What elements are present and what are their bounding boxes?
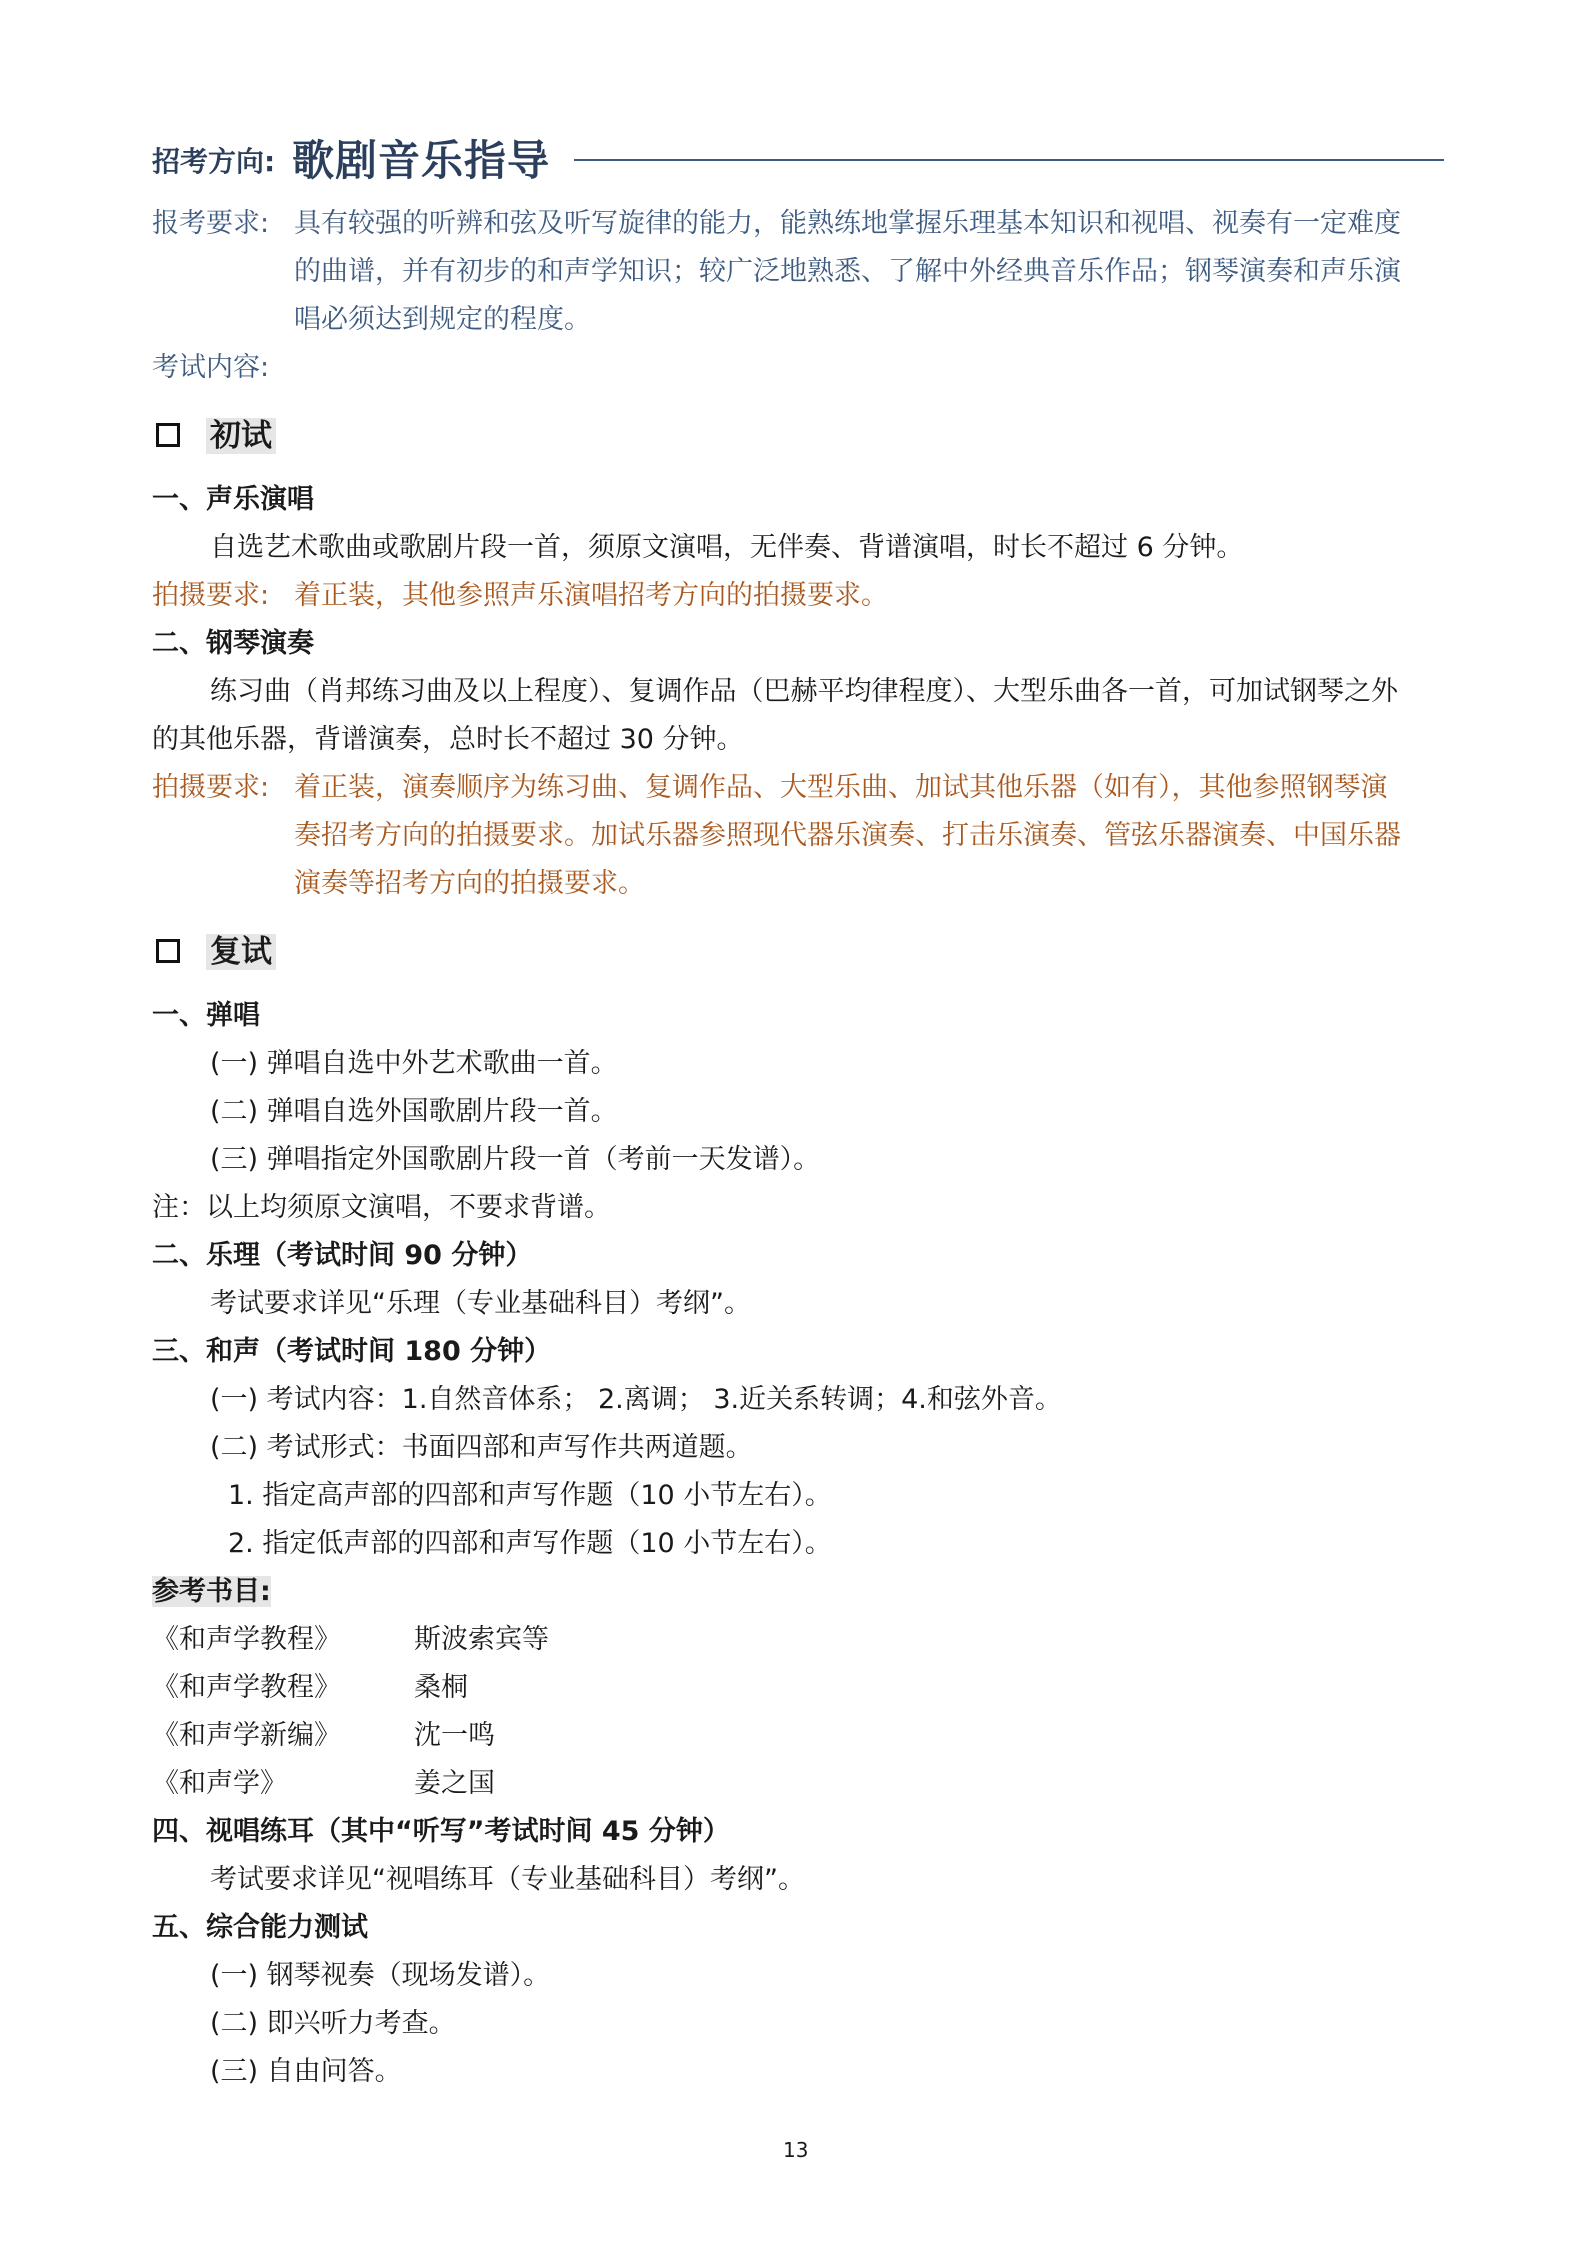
harmony-sub-1: 1. 指定高声部的四部和声写作题（10 小节左右）。 <box>228 1480 832 1511</box>
vocal-photo-text: 着正装，其他参照声乐演唱招考方向的拍摄要求。 <box>294 580 888 611</box>
piano-photo-label: 拍摄要求: <box>152 772 270 803</box>
piano-body-line-2: 的其他乐器，背谱演奏，总时长不超过 30 分钟。 <box>152 724 744 755</box>
ref-title-1: 《和声学教程》 <box>152 1624 341 1655</box>
ref-title-2: 《和声学教程》 <box>152 1672 341 1703</box>
harmony-sub-2: 2. 指定低声部的四部和声写作题（10 小节左右）。 <box>228 1528 832 1559</box>
harmony-heading: 三、和声（考试时间 180 分钟） <box>152 1336 552 1367</box>
vocal-heading: 一、声乐演唱 <box>152 484 314 515</box>
general-item-1: (一) 钢琴视奏（现场发谱）。 <box>210 1960 551 1991</box>
ref-author-2: 桑桐 <box>414 1672 468 1703</box>
general-heading: 五、综合能力测试 <box>152 1912 368 1943</box>
requirements-label: 报考要求: <box>152 208 270 239</box>
sing-heading: 一、弹唱 <box>152 1000 260 1031</box>
section-round2-title: 复试 <box>206 934 276 970</box>
ref-author-3: 沈一鸣 <box>414 1720 495 1751</box>
general-item-3: (三) 自由问答。 <box>210 2056 402 2087</box>
harmony-item-1: (一) 考试内容：1.自然音体系； 2.离调； 3.近关系转调；4.和弦外音。 <box>210 1384 1062 1415</box>
ear-body: 考试要求详见“视唱练耳（专业基础科目）考纲”。 <box>210 1864 805 1895</box>
piano-photo-line-1: 着正装，演奏顺序为练习曲、复调作品、大型乐曲、加试其他乐器（如有），其他参照钢琴演 <box>294 772 1388 803</box>
refs-heading-text: 参考书目: <box>152 1576 271 1607</box>
refs-heading <box>152 1568 271 1616</box>
general-item-2: (二) 即兴听力考查。 <box>210 2008 456 2039</box>
ref-author-1: 斯波索宾等 <box>414 1624 549 1655</box>
requirements-line-3: 唱必须达到规定的程度。 <box>294 304 591 335</box>
theory-heading: 二、乐理（考试时间 90 分钟） <box>152 1240 533 1271</box>
section-round1 <box>156 410 276 455</box>
harmony-item-2: (二) 考试形式：书面四部和声写作共两道题。 <box>210 1432 753 1463</box>
piano-photo-line-2: 奏招考方向的拍摄要求。加试乐器参照现代器乐演奏、打击乐演奏、管弦乐器演奏、中国乐器 <box>294 820 1401 851</box>
sing-item-2: (二) 弹唱自选外国歌剧片段一首。 <box>210 1096 618 1127</box>
page-number: 13 <box>783 2138 809 2162</box>
title-rule <box>574 159 1444 161</box>
content-label: 考试内容: <box>152 352 270 383</box>
section-round1-title: 初试 <box>206 418 276 454</box>
checkbox-bullet-icon <box>156 423 180 447</box>
sing-note: 注：以上均须原文演唱，不要求背谱。 <box>152 1192 611 1223</box>
direction-label: 招考方向: <box>152 145 276 178</box>
ref-title-4: 《和声学》 <box>152 1768 287 1799</box>
theory-body: 考试要求详见“乐理（专业基础科目）考纲”。 <box>210 1288 751 1319</box>
ref-author-4: 姜之国 <box>414 1768 495 1799</box>
piano-photo-line-3: 演奏等招考方向的拍摄要求。 <box>294 868 645 899</box>
vocal-body: 自选艺术歌曲或歌剧片段一首，须原文演唱，无伴奏、背谱演唱，时长不超过 6 分钟。 <box>210 532 1244 563</box>
sing-item-3: (三) 弹唱指定外国歌剧片段一首（考前一天发谱）。 <box>210 1144 821 1175</box>
vocal-photo-label: 拍摄要求: <box>152 580 270 611</box>
piano-body-line-1: 练习曲（肖邦练习曲及以上程度）、复调作品（巴赫平均律程度）、大型乐曲各一首，可加试钢琴之外 <box>210 676 1398 707</box>
page-title: 歌剧音乐指导 <box>292 136 551 185</box>
piano-heading: 二、钢琴演奏 <box>152 628 314 659</box>
requirements-line-2: 的曲谱，并有初步的和声学知识；较广泛地熟悉、了解中外经典音乐作品；钢琴演奏和声乐演 <box>294 256 1401 287</box>
checkbox-bullet-icon <box>156 939 180 963</box>
requirements-line-1: 具有较强的听辨和弦及听写旋律的能力，能熟练地掌握乐理基本知识和视唱、视奏有一定难度 <box>294 208 1401 239</box>
section-round2 <box>156 926 276 971</box>
ref-title-3: 《和声学新编》 <box>152 1720 341 1751</box>
ear-heading: 四、视唱练耳（其中“听写”考试时间 45 分钟） <box>152 1816 730 1847</box>
sing-item-1: (一) 弹唱自选中外艺术歌曲一首。 <box>210 1048 618 1079</box>
